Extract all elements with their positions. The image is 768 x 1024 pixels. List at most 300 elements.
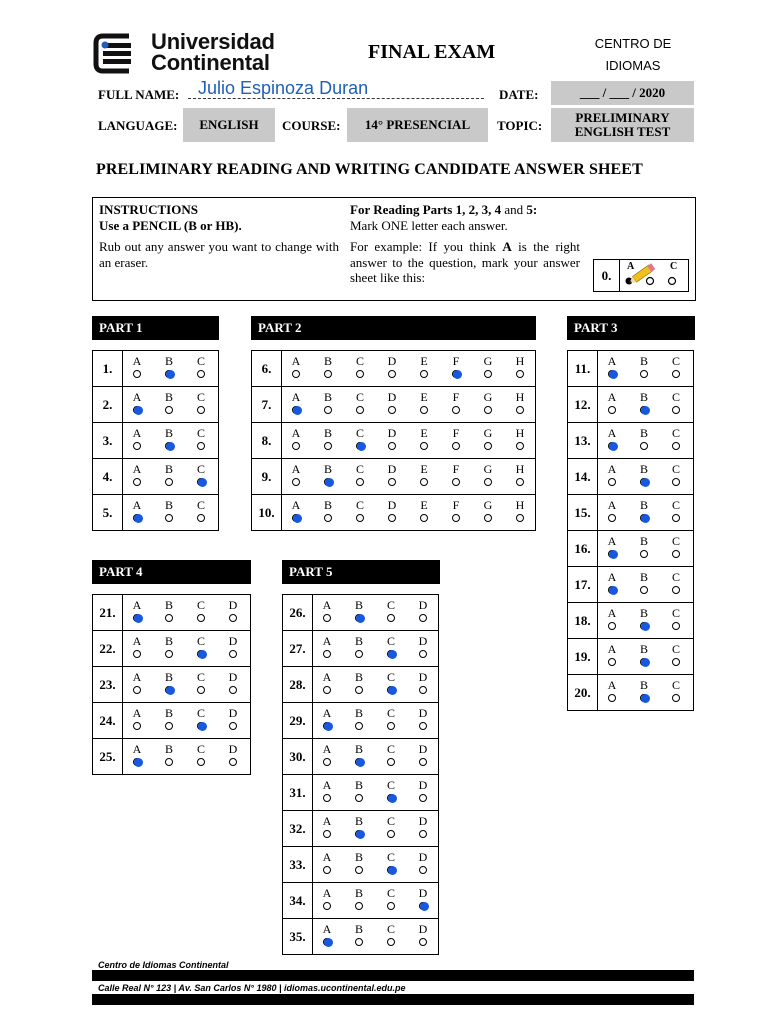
answer-bubble[interactable]: [672, 370, 680, 378]
answer-bubble[interactable]: [516, 478, 524, 486]
answer-bubble-filled[interactable]: [608, 442, 616, 450]
answer-bubble-filled[interactable]: [640, 622, 648, 630]
answer-bubble-filled[interactable]: [640, 694, 648, 702]
answer-bubble[interactable]: [452, 406, 460, 414]
option-b[interactable]: [321, 463, 335, 486]
option-b[interactable]: [352, 851, 366, 874]
answer-bubble[interactable]: [484, 514, 492, 522]
answer-bubble-filled[interactable]: [387, 794, 395, 802]
answer-bubble[interactable]: [388, 478, 396, 486]
option-b[interactable]: [162, 499, 176, 522]
option-d[interactable]: [226, 743, 240, 766]
answer-bubble[interactable]: [133, 370, 141, 378]
answer-bubble-filled[interactable]: [355, 758, 363, 766]
answer-bubble[interactable]: [133, 686, 141, 694]
option-b[interactable]: [162, 671, 176, 694]
answer-bubble-filled[interactable]: [133, 614, 141, 622]
answer-bubble[interactable]: [640, 370, 648, 378]
answer-bubble-filled[interactable]: [133, 406, 141, 414]
option-b[interactable]: [162, 427, 176, 450]
option-letter: H: [515, 426, 525, 440]
option-e[interactable]: [417, 463, 431, 486]
answer-bubble[interactable]: [387, 830, 395, 838]
answer-bubble-filled[interactable]: [165, 442, 173, 450]
option-d[interactable]: [416, 671, 430, 694]
answer-bubble-filled[interactable]: [355, 830, 363, 838]
option-d[interactable]: [416, 815, 430, 838]
answer-bubble[interactable]: [419, 794, 427, 802]
answer-bubble[interactable]: [292, 370, 300, 378]
answer-bubble[interactable]: [387, 938, 395, 946]
option-d[interactable]: [226, 671, 240, 694]
answer-bubble[interactable]: [197, 614, 205, 622]
option-d[interactable]: [385, 463, 399, 486]
option-c[interactable]: [384, 851, 398, 874]
answer-bubble[interactable]: [197, 686, 205, 694]
answer-bubble[interactable]: [356, 478, 364, 486]
answer-bubble[interactable]: [608, 478, 616, 486]
answer-bubble[interactable]: [355, 866, 363, 874]
option-g[interactable]: [481, 499, 495, 522]
answer-bubble[interactable]: [484, 442, 492, 450]
option-g[interactable]: [481, 391, 495, 414]
option-f[interactable]: [449, 355, 463, 378]
option-a[interactable]: [130, 463, 144, 486]
answer-bubble[interactable]: [420, 442, 428, 450]
option-d[interactable]: [385, 499, 399, 522]
answer-bubble[interactable]: [672, 694, 680, 702]
option-a[interactable]: [605, 679, 619, 702]
option-d[interactable]: [385, 391, 399, 414]
answer-bubble[interactable]: [356, 406, 364, 414]
option-f[interactable]: [449, 427, 463, 450]
answer-bubble-filled[interactable]: [355, 614, 363, 622]
answer-bubble-filled[interactable]: [165, 370, 173, 378]
option-b[interactable]: [352, 887, 366, 910]
option-h[interactable]: [513, 391, 527, 414]
option-c[interactable]: [384, 635, 398, 658]
question-number: 22.: [93, 631, 123, 667]
answer-bubble[interactable]: [165, 758, 173, 766]
option-e[interactable]: [417, 427, 431, 450]
answer-bubble-filled[interactable]: [640, 658, 648, 666]
answer-bubble-filled[interactable]: [133, 514, 141, 522]
option-a[interactable]: [605, 607, 619, 630]
answer-bubble[interactable]: [323, 866, 331, 874]
date-field[interactable]: ___ / ___ / 2020: [551, 81, 694, 105]
answer-bubble[interactable]: [323, 614, 331, 622]
option-a[interactable]: [605, 643, 619, 666]
option-g[interactable]: [481, 463, 495, 486]
language-field[interactable]: ENGLISH: [183, 108, 275, 142]
answer-bubble[interactable]: [419, 614, 427, 622]
option-b[interactable]: [321, 355, 335, 378]
answer-bubble[interactable]: [672, 406, 680, 414]
option-a[interactable]: [130, 391, 144, 414]
answer-bubble-filled[interactable]: [324, 478, 332, 486]
answer-bubble[interactable]: [672, 550, 680, 558]
option-a[interactable]: [605, 463, 619, 486]
answer-bubble[interactable]: [323, 686, 331, 694]
option-c[interactable]: [194, 743, 208, 766]
answer-bubble[interactable]: [197, 442, 205, 450]
option-c[interactable]: [353, 427, 367, 450]
answer-bubble-filled[interactable]: [387, 686, 395, 694]
option-e[interactable]: [417, 355, 431, 378]
option-b[interactable]: [637, 607, 651, 630]
option-b[interactable]: [637, 355, 651, 378]
option-c[interactable]: [194, 355, 208, 378]
answer-bubble[interactable]: [165, 514, 173, 522]
answer-bubble-filled[interactable]: [197, 478, 205, 486]
answer-bubble-filled[interactable]: [197, 650, 205, 658]
option-b[interactable]: [162, 707, 176, 730]
answer-bubble[interactable]: [292, 478, 300, 486]
option-g[interactable]: [481, 427, 495, 450]
option-b[interactable]: [162, 743, 176, 766]
answer-bubble[interactable]: [133, 478, 141, 486]
answer-bubble-filled[interactable]: [608, 370, 616, 378]
answer-bubble[interactable]: [516, 406, 524, 414]
answer-bubble[interactable]: [420, 478, 428, 486]
answer-bubble[interactable]: [323, 830, 331, 838]
option-b[interactable]: [637, 499, 651, 522]
option-b[interactable]: [637, 535, 651, 558]
answer-bubble[interactable]: [387, 902, 395, 910]
option-d[interactable]: [226, 635, 240, 658]
answer-bubble-filled[interactable]: [133, 758, 141, 766]
answer-bubble[interactable]: [229, 614, 237, 622]
answer-bubble[interactable]: [388, 514, 396, 522]
answer-bubble[interactable]: [419, 686, 427, 694]
option-a[interactable]: [605, 427, 619, 450]
answer-bubble[interactable]: [133, 722, 141, 730]
answer-bubble[interactable]: [229, 722, 237, 730]
option-a[interactable]: [320, 635, 334, 658]
option-b[interactable]: [162, 463, 176, 486]
option-b[interactable]: [162, 391, 176, 414]
answer-bubble[interactable]: [197, 370, 205, 378]
answer-bubble[interactable]: [229, 758, 237, 766]
answer-bubble-filled[interactable]: [608, 586, 616, 594]
option-a[interactable]: [289, 391, 303, 414]
answer-bubble[interactable]: [292, 442, 300, 450]
option-c[interactable]: [384, 599, 398, 622]
option-c[interactable]: [194, 671, 208, 694]
option-b[interactable]: [637, 427, 651, 450]
answer-bubble[interactable]: [388, 370, 396, 378]
option-c[interactable]: [669, 535, 683, 558]
answer-bubble[interactable]: [516, 442, 524, 450]
answer-bubble[interactable]: [516, 514, 524, 522]
answer-bubble[interactable]: [419, 866, 427, 874]
answer-bubble[interactable]: [419, 722, 427, 730]
option-c[interactable]: [353, 463, 367, 486]
option-c[interactable]: [669, 571, 683, 594]
option-d[interactable]: [416, 743, 430, 766]
option-a[interactable]: [130, 427, 144, 450]
option-c[interactable]: [384, 923, 398, 946]
answer-bubble[interactable]: [608, 658, 616, 666]
option-a[interactable]: [320, 923, 334, 946]
answer-bubble[interactable]: [640, 586, 648, 594]
answer-bubble[interactable]: [672, 586, 680, 594]
option-c[interactable]: [669, 391, 683, 414]
answer-bubble-filled[interactable]: [608, 550, 616, 558]
answer-bubble[interactable]: [165, 722, 173, 730]
answer-bubble[interactable]: [355, 938, 363, 946]
option-b[interactable]: [352, 743, 366, 766]
option-f[interactable]: [449, 499, 463, 522]
option-d[interactable]: [226, 707, 240, 730]
answer-bubble-filled[interactable]: [640, 406, 648, 414]
option-a[interactable]: [320, 599, 334, 622]
answer-bubble[interactable]: [323, 902, 331, 910]
option-a[interactable]: [605, 535, 619, 558]
option-a[interactable]: [605, 499, 619, 522]
option-h[interactable]: [513, 355, 527, 378]
option-c[interactable]: [669, 643, 683, 666]
answer-options: [313, 847, 439, 883]
option-d[interactable]: [416, 707, 430, 730]
answer-bubble[interactable]: [608, 622, 616, 630]
answer-bubble-filled[interactable]: [640, 514, 648, 522]
option-a[interactable]: [320, 671, 334, 694]
answer-bubble[interactable]: [608, 514, 616, 522]
answer-bubble[interactable]: [387, 758, 395, 766]
answer-bubble[interactable]: [388, 406, 396, 414]
option-a[interactable]: [320, 851, 334, 874]
option-b[interactable]: [637, 391, 651, 414]
option-f[interactable]: [449, 463, 463, 486]
answer-bubble[interactable]: [197, 406, 205, 414]
answer-bubble-filled[interactable]: [197, 722, 205, 730]
answer-bubble[interactable]: [452, 478, 460, 486]
option-d[interactable]: [385, 427, 399, 450]
option-b[interactable]: [321, 499, 335, 522]
option-a[interactable]: [289, 463, 303, 486]
option-c[interactable]: [353, 499, 367, 522]
answer-bubble[interactable]: [165, 614, 173, 622]
option-c[interactable]: [194, 499, 208, 522]
option-b[interactable]: [352, 815, 366, 838]
answer-bubble[interactable]: [388, 442, 396, 450]
answer-bubble[interactable]: [419, 830, 427, 838]
option-c[interactable]: [384, 779, 398, 802]
option-b[interactable]: [352, 599, 366, 622]
option-b[interactable]: [162, 355, 176, 378]
option-e[interactable]: [417, 499, 431, 522]
option-a[interactable]: [320, 743, 334, 766]
answer-bubble[interactable]: [516, 370, 524, 378]
option-c[interactable]: [194, 427, 208, 450]
option-d[interactable]: [416, 851, 430, 874]
option-f[interactable]: [449, 391, 463, 414]
option-b[interactable]: [352, 671, 366, 694]
answer-bubble[interactable]: [419, 650, 427, 658]
answer-bubble[interactable]: [323, 794, 331, 802]
option-c[interactable]: [194, 463, 208, 486]
option-a[interactable]: [605, 571, 619, 594]
option-a[interactable]: [130, 355, 144, 378]
option-c[interactable]: [669, 607, 683, 630]
answer-bubble[interactable]: [452, 442, 460, 450]
option-b[interactable]: [352, 779, 366, 802]
answer-bubble-filled[interactable]: [387, 866, 395, 874]
option-d[interactable]: [416, 779, 430, 802]
answer-bubble[interactable]: [484, 478, 492, 486]
answer-bubble[interactable]: [165, 650, 173, 658]
option-c[interactable]: [353, 391, 367, 414]
answer-bubble[interactable]: [640, 442, 648, 450]
answer-bubble[interactable]: [672, 514, 680, 522]
option-c[interactable]: [669, 427, 683, 450]
answer-bubble[interactable]: [355, 650, 363, 658]
answer-bubble[interactable]: [608, 406, 616, 414]
option-a[interactable]: [320, 887, 334, 910]
answer-bubble[interactable]: [324, 514, 332, 522]
option-b[interactable]: [162, 599, 176, 622]
option-b[interactable]: [637, 571, 651, 594]
option-c[interactable]: [669, 355, 683, 378]
answer-bubble[interactable]: [672, 658, 680, 666]
answer-bubble[interactable]: [640, 550, 648, 558]
answer-bubble-filled[interactable]: [165, 686, 173, 694]
answer-bubble[interactable]: [133, 442, 141, 450]
answer-bubble-filled[interactable]: [292, 406, 300, 414]
answer-bubble-filled[interactable]: [387, 650, 395, 658]
option-a[interactable]: [289, 355, 303, 378]
answer-bubble[interactable]: [419, 758, 427, 766]
answer-bubble[interactable]: [419, 938, 427, 946]
option-d[interactable]: [416, 599, 430, 622]
option-a[interactable]: [130, 671, 144, 694]
option-a[interactable]: [320, 815, 334, 838]
option-a[interactable]: [605, 355, 619, 378]
option-a[interactable]: [130, 743, 144, 766]
option-c[interactable]: [384, 707, 398, 730]
answer-bubble[interactable]: [324, 442, 332, 450]
option-e[interactable]: [417, 391, 431, 414]
option-h[interactable]: [513, 499, 527, 522]
answer-bubble-filled[interactable]: [323, 938, 331, 946]
option-d[interactable]: [416, 635, 430, 658]
option-d[interactable]: [416, 887, 430, 910]
option-a[interactable]: [289, 499, 303, 522]
answer-bubble[interactable]: [165, 478, 173, 486]
option-h[interactable]: [513, 463, 527, 486]
answer-bubble[interactable]: [197, 758, 205, 766]
option-c[interactable]: [669, 463, 683, 486]
answer-bubble[interactable]: [324, 406, 332, 414]
option-d[interactable]: [416, 923, 430, 946]
option-g[interactable]: [481, 355, 495, 378]
question-number: 5.: [93, 495, 123, 531]
option-a[interactable]: [130, 707, 144, 730]
answer-bubble[interactable]: [355, 686, 363, 694]
answer-bubble[interactable]: [323, 758, 331, 766]
answer-bubble[interactable]: [387, 722, 395, 730]
option-c[interactable]: [194, 635, 208, 658]
answer-bubble[interactable]: [323, 650, 331, 658]
topic-field[interactable]: [551, 108, 694, 142]
answer-bubble[interactable]: [484, 370, 492, 378]
answer-bubble-filled[interactable]: [419, 902, 427, 910]
answer-bubble[interactable]: [165, 406, 173, 414]
answer-bubble[interactable]: [133, 650, 141, 658]
answer-bubble-filled[interactable]: [356, 442, 364, 450]
option-c[interactable]: [384, 887, 398, 910]
answer-bubble[interactable]: [355, 722, 363, 730]
option-b[interactable]: [321, 427, 335, 450]
option-c[interactable]: [384, 743, 398, 766]
answer-bubble[interactable]: [608, 694, 616, 702]
option-b[interactable]: [352, 707, 366, 730]
option-c[interactable]: [353, 355, 367, 378]
answer-bubble-filled[interactable]: [452, 370, 460, 378]
answer-bubble[interactable]: [324, 370, 332, 378]
option-a[interactable]: [605, 391, 619, 414]
course-field[interactable]: 14° PRESENCIAL: [347, 108, 488, 142]
option-a[interactable]: [130, 635, 144, 658]
answer-bubble[interactable]: [356, 514, 364, 522]
answer-bubble[interactable]: [484, 406, 492, 414]
option-d[interactable]: [226, 599, 240, 622]
option-b[interactable]: [637, 679, 651, 702]
answer-bubble-filled[interactable]: [640, 478, 648, 486]
option-c[interactable]: [669, 499, 683, 522]
answer-bubble[interactable]: [420, 370, 428, 378]
option-b[interactable]: [352, 923, 366, 946]
option-c[interactable]: [669, 679, 683, 702]
answer-bubble[interactable]: [420, 514, 428, 522]
option-b[interactable]: [637, 643, 651, 666]
option-a[interactable]: [289, 427, 303, 450]
option-c[interactable]: [194, 707, 208, 730]
option-d[interactable]: [385, 355, 399, 378]
full-name-field[interactable]: Julio Espinoza Duran: [198, 78, 369, 98]
option-b[interactable]: [637, 463, 651, 486]
answer-bubble[interactable]: [387, 614, 395, 622]
option-b[interactable]: [321, 391, 335, 414]
answer-bubble-filled[interactable]: [292, 514, 300, 522]
answer-bubble[interactable]: [355, 794, 363, 802]
option-a[interactable]: [320, 779, 334, 802]
option-b[interactable]: [162, 635, 176, 658]
option-b[interactable]: [352, 635, 366, 658]
option-c[interactable]: [194, 391, 208, 414]
answer-bubble[interactable]: [672, 622, 680, 630]
option-c[interactable]: [194, 599, 208, 622]
answer-bubble[interactable]: [355, 902, 363, 910]
answer-bubble[interactable]: [356, 370, 364, 378]
option-h[interactable]: [513, 427, 527, 450]
answer-bubble[interactable]: [672, 478, 680, 486]
option-c[interactable]: [384, 815, 398, 838]
answer-bubble-filled[interactable]: [323, 722, 331, 730]
answer-bubble[interactable]: [197, 514, 205, 522]
answer-bubble[interactable]: [229, 686, 237, 694]
option-c[interactable]: [384, 671, 398, 694]
answer-bubble[interactable]: [452, 514, 460, 522]
question-number: 15.: [568, 495, 598, 531]
answer-bubble[interactable]: [229, 650, 237, 658]
answer-bubble[interactable]: [672, 442, 680, 450]
option-a[interactable]: [130, 499, 144, 522]
answer-bubble[interactable]: [420, 406, 428, 414]
option-a[interactable]: [130, 599, 144, 622]
option-a[interactable]: [320, 707, 334, 730]
